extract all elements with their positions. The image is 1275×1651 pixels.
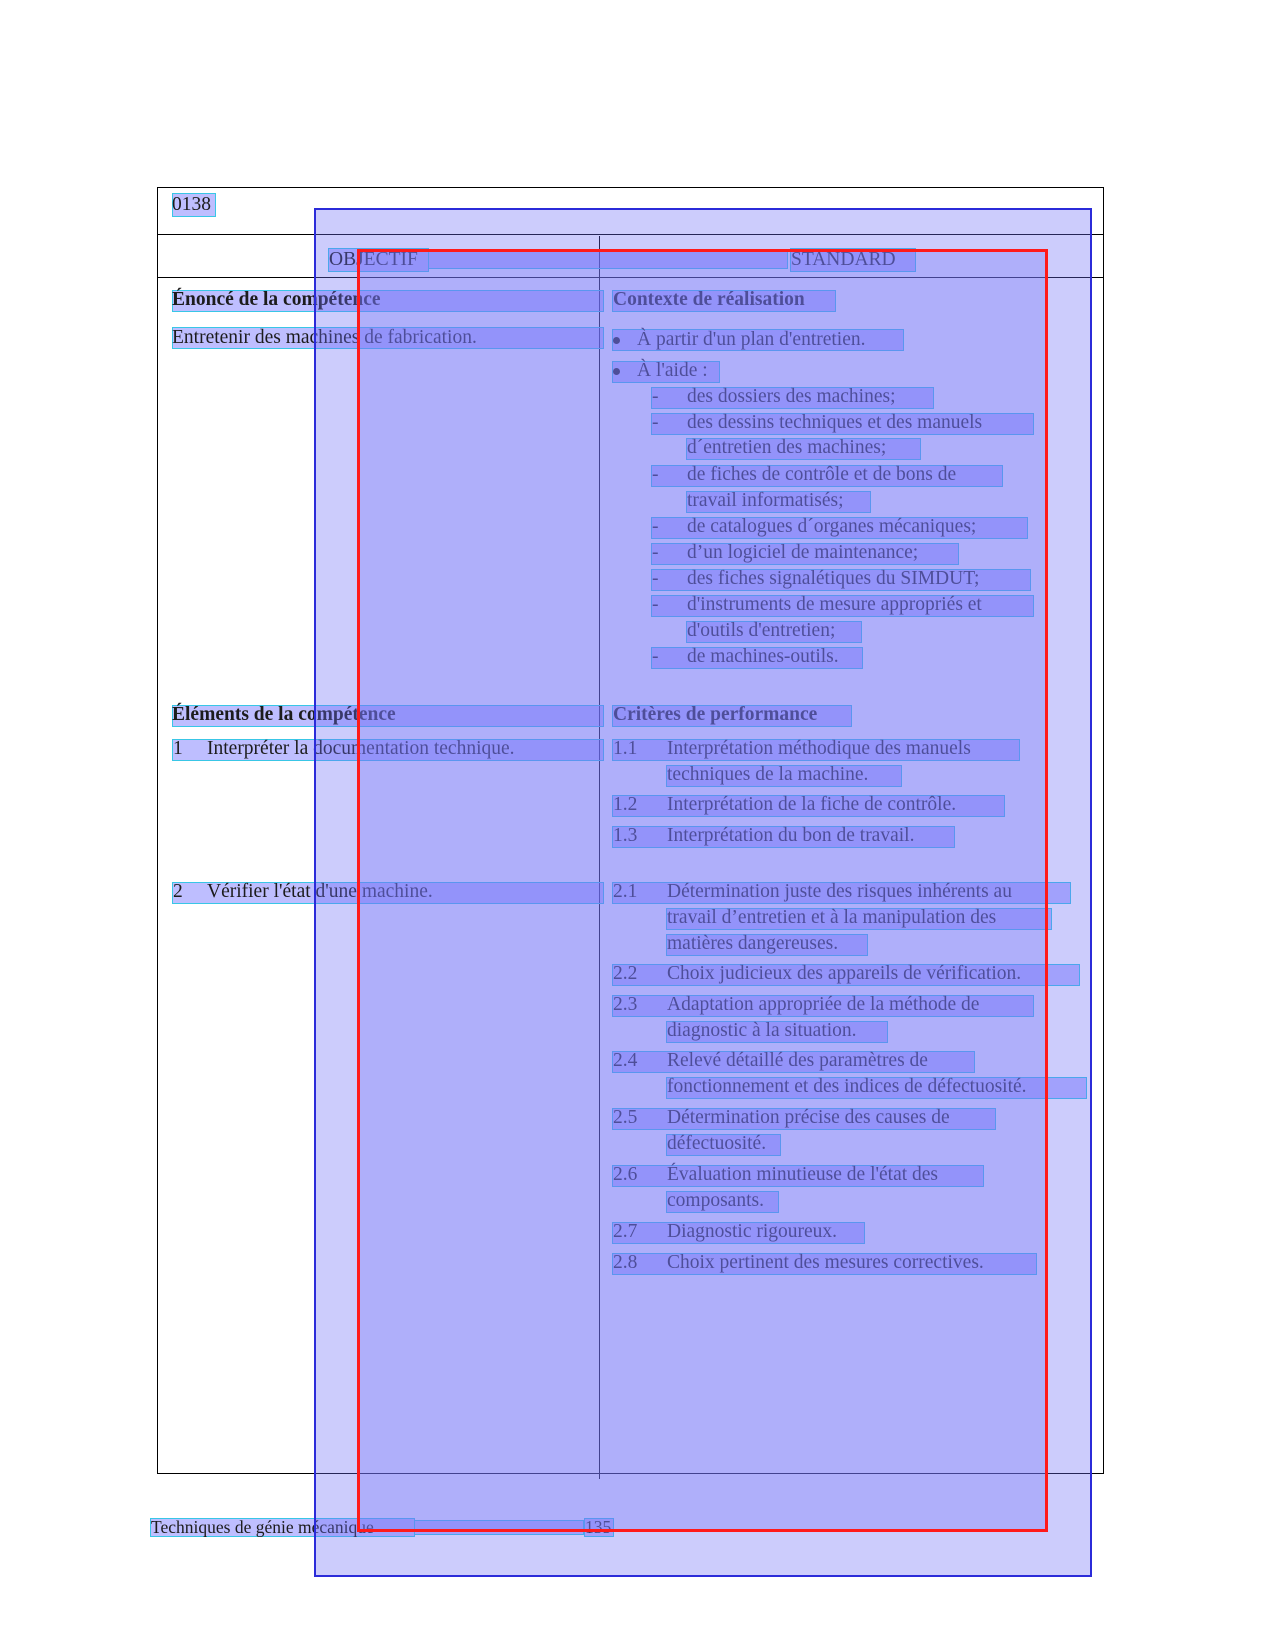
criterion-text: Interprétation méthodique des manuels	[667, 738, 971, 759]
element-2-text: Vérifier l'état d'une machine.	[207, 881, 433, 902]
enonce-title: Énoncé de la compétence	[172, 289, 381, 310]
dash: -	[652, 542, 659, 563]
criterion-text: Choix pertinent des mesures correctives.	[667, 1252, 984, 1273]
criterion-number: 2.6	[613, 1164, 638, 1185]
element-1-number: 1	[173, 738, 183, 759]
contexte-item: d’un logiciel de maintenance;	[687, 542, 919, 563]
dash: -	[652, 594, 659, 615]
criterion-number: 1.1	[613, 738, 638, 759]
criterion-text: Interprétation de la fiche de contrôle.	[667, 794, 957, 815]
criterion-text: matières dangereuses.	[667, 933, 839, 954]
criteres-title: Critères de performance	[613, 704, 818, 725]
contexte-bullet-2: À l'aide :	[637, 360, 708, 381]
criterion-number: 2.7	[613, 1221, 638, 1242]
criterion-number: 2.5	[613, 1107, 638, 1128]
contexte-item: de catalogues d´organes mécaniques;	[687, 516, 977, 537]
criterion-text: Évaluation minutieuse de l'état des	[667, 1164, 939, 1185]
contexte-item: d'instruments de mesure appropriés et	[687, 594, 982, 615]
footer-page-number: 135	[585, 1517, 612, 1537]
criterion-text: Détermination juste des risques inhérents au	[667, 881, 1012, 902]
criterion-number: 2.2	[613, 963, 638, 984]
element-1-text: Interpréter la documentation technique.	[207, 738, 515, 759]
criterion-text: fonctionnement et des indices de défectuosité.	[667, 1076, 1027, 1097]
contexte-item: des dessins techniques et des manuels	[687, 412, 983, 433]
contexte-item: de fiches de contrôle et de bons de	[687, 464, 957, 485]
criterion-text: techniques de la machine.	[667, 764, 869, 785]
contexte-title: Contexte de réalisation	[613, 289, 805, 310]
criterion-text: Détermination précise des causes de	[667, 1107, 950, 1128]
criterion-number: 1.3	[613, 825, 638, 846]
dash: -	[652, 646, 659, 667]
criterion-number: 1.2	[613, 794, 638, 815]
dash: -	[652, 568, 659, 589]
dash: -	[652, 412, 659, 433]
criterion-text: travail d’entretien et à la manipulation des	[667, 907, 997, 928]
contexte-item: de machines-outils.	[687, 646, 839, 667]
objective-header: OBJECTIF	[329, 249, 418, 270]
criterion-text: diagnostic à la situation.	[667, 1020, 857, 1041]
criterion-text: composants.	[667, 1190, 764, 1211]
contexte-item: d'outils d'entretien;	[687, 620, 836, 641]
contexte-bullet-1: À partir d'un plan d'entretien.	[637, 329, 866, 350]
footer-title: Techniques de génie mécanique	[151, 1517, 374, 1537]
dash: -	[652, 464, 659, 485]
page-code: 0138	[172, 194, 211, 215]
criterion-number: 2.1	[613, 881, 638, 902]
standard-header: STANDARD	[791, 249, 896, 270]
contexte-item: des dossiers des machines;	[687, 386, 896, 407]
criterion-text: Diagnostic rigoureux.	[667, 1221, 838, 1242]
elements-title: Éléments de la compétence	[172, 704, 396, 725]
contexte-item: travail informatisés;	[687, 490, 844, 511]
criterion-number: 2.8	[613, 1252, 638, 1273]
contexte-item: d´entretien des machines;	[687, 437, 887, 458]
criterion-text: Relevé détaillé des paramètres de	[667, 1050, 928, 1071]
dash: -	[652, 386, 659, 407]
layout-region-inner	[357, 249, 1048, 1532]
criterion-number: 2.4	[613, 1050, 638, 1071]
enonce-text: Entretenir des machines de fabrication.	[172, 327, 477, 348]
criterion-text: Choix judicieux des appareils de vérification.	[667, 963, 1022, 984]
dash: -	[652, 516, 659, 537]
criterion-text: défectuosité.	[667, 1133, 767, 1154]
criterion-text: Interprétation du bon de travail.	[667, 825, 915, 846]
contexte-item: des fiches signalétiques du SIMDUT;	[687, 568, 980, 589]
criterion-number: 2.3	[613, 994, 638, 1015]
element-2-number: 2	[173, 881, 183, 902]
criterion-text: Adaptation appropriée de la méthode de	[667, 994, 980, 1015]
